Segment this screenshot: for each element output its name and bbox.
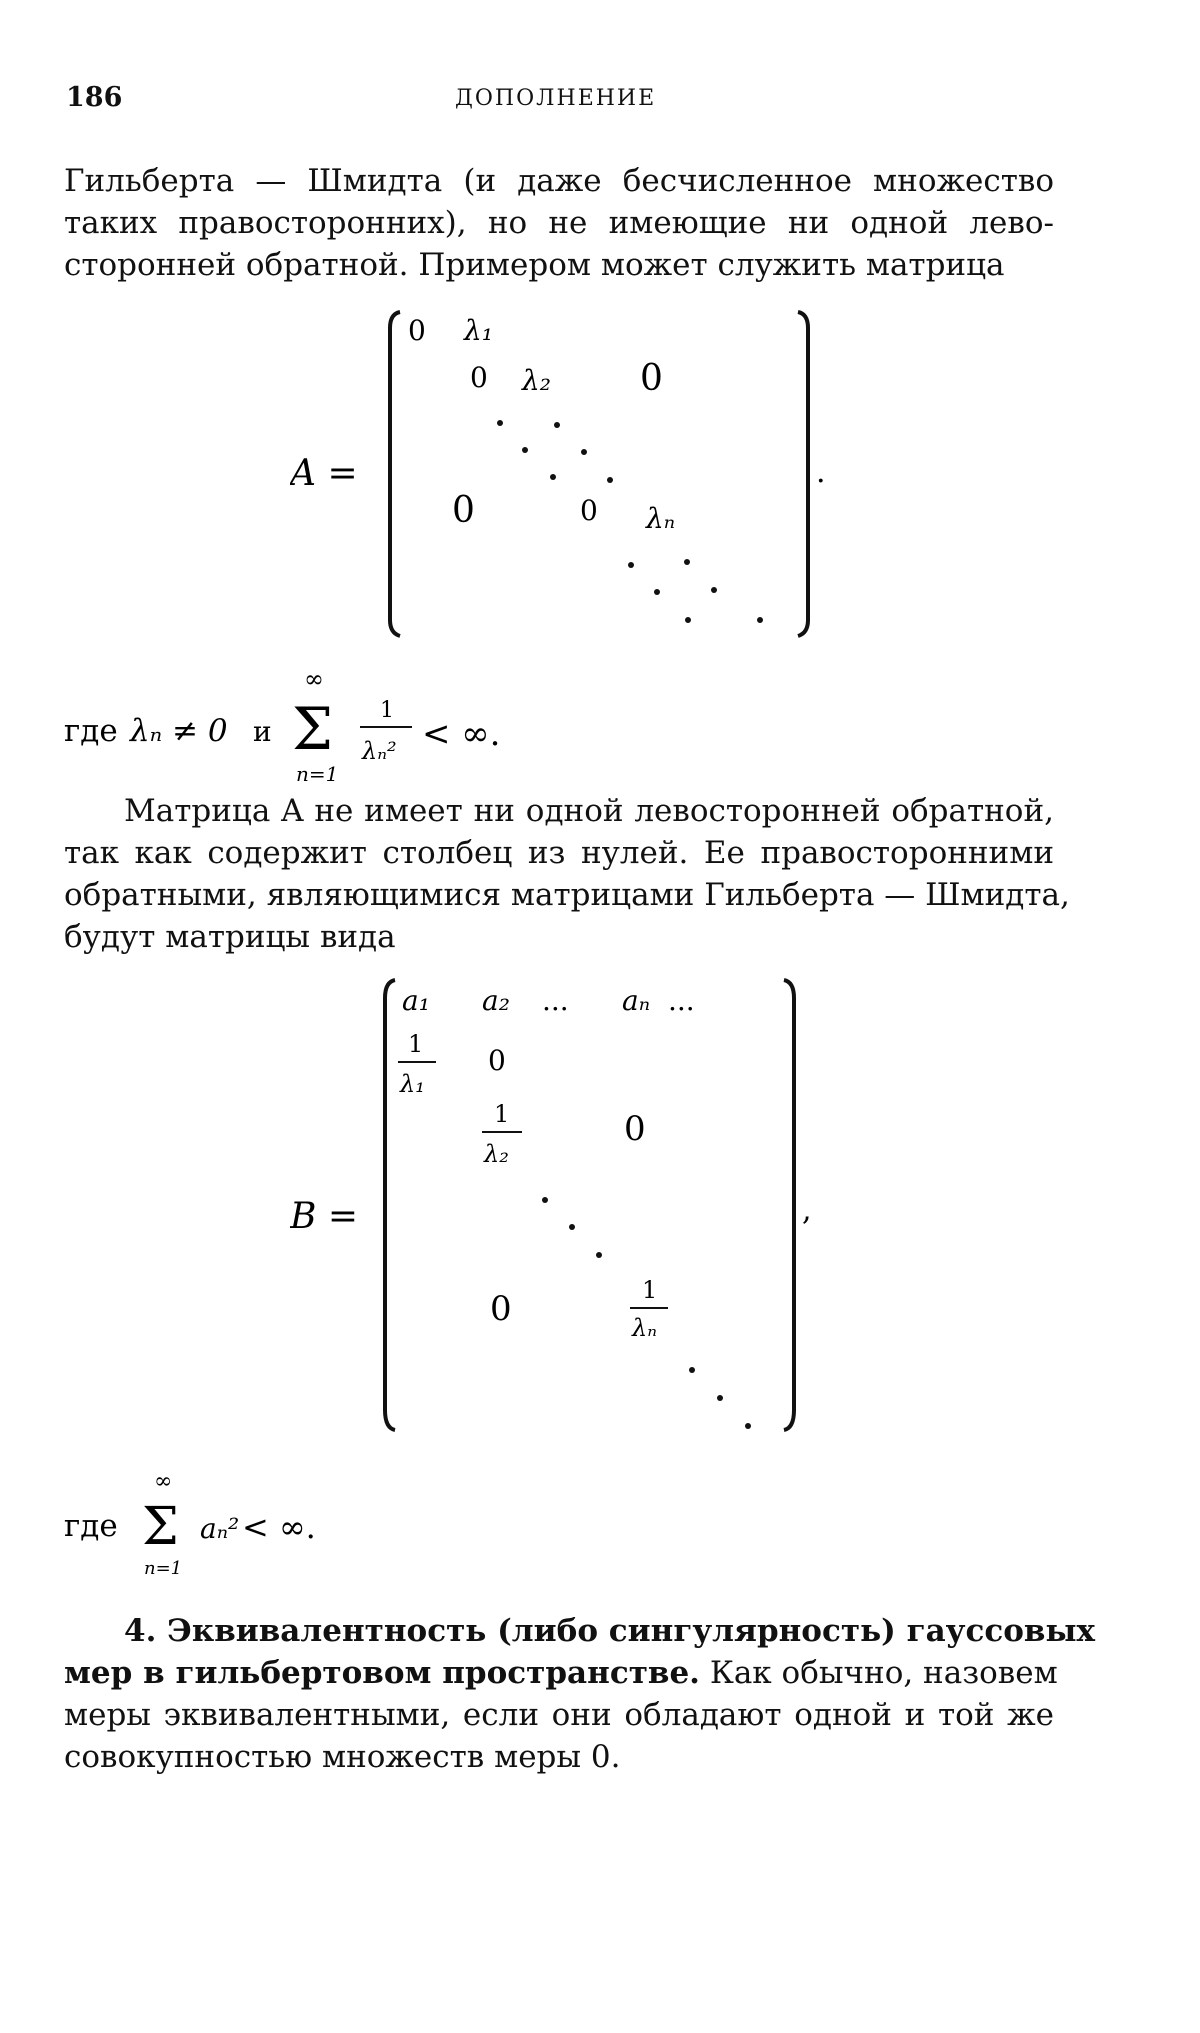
cell-dots: ... [542, 984, 569, 1017]
upper-zero: 0 [624, 1109, 646, 1149]
right-bracket [798, 312, 808, 636]
text-line: сторонней обратной. Примером может служить матрица [64, 247, 1005, 283]
cell-lambda2: λ₂ [522, 364, 551, 397]
paragraph-2 [64, 790, 1070, 958]
matrix-a-label: A = [290, 453, 358, 494]
cell-lambda1: λ₁ [464, 314, 493, 347]
sum-upper-limit: ∞ [154, 1470, 173, 1494]
trailing-comma: , [802, 1193, 812, 1228]
sum-lower-limit: n=1 [144, 1558, 183, 1579]
lower-zero: 0 [452, 490, 475, 531]
cell-an: aₙ [622, 984, 651, 1017]
frac2-den: λ₂ [484, 1140, 509, 1168]
cell-0: 0 [488, 1044, 506, 1077]
summand: aₙ² [200, 1512, 240, 1545]
cell-lambdan: λₙ [646, 502, 676, 535]
condition-2 [60, 1470, 480, 1590]
cell-dots: ... [668, 984, 695, 1017]
text-line: будут матрицы вида [64, 919, 396, 955]
less-than-infinity: < ∞. [422, 714, 501, 754]
fracn-num: 1 [642, 1276, 658, 1304]
text-line: так как содержит столбец из нулей. Ее правосторонними [64, 835, 1054, 871]
text-line: таких правосторонних), но не имеющие ни одной лево- [64, 205, 1054, 241]
page-number: 186 [66, 82, 123, 113]
where-word: где [64, 1508, 118, 1544]
trailing-period: . [816, 455, 826, 490]
text-line [64, 1652, 1058, 1694]
fraction-numerator: 1 [380, 698, 394, 723]
running-title: ДОПОЛНЕНИЕ [455, 86, 657, 111]
text-line: совокупностью множеств меры 0. [64, 1739, 621, 1775]
frac1-den: λ₁ [400, 1070, 425, 1098]
fracn-den: λₙ [632, 1314, 657, 1342]
cell-0: 0 [470, 361, 488, 394]
sum-lower-limit: n=1 [296, 762, 339, 786]
cell-a1: a₁ [402, 984, 430, 1017]
matrix-b-label: B = [290, 1196, 359, 1237]
text-line: обратными, являющимися матрицами Гильберта — Шмидта, [64, 877, 1070, 913]
text-line: Гильберта — Шмидта (и даже бесчисленное множество [64, 163, 1054, 199]
text-run: Как обычно, назовем [709, 1655, 1058, 1691]
left-bracket [390, 312, 400, 636]
paragraph-1 [64, 160, 1054, 286]
left-bracket [385, 980, 395, 1430]
section-heading-cont: мер в гильбертовом пространстве. [64, 1655, 700, 1691]
section-4 [64, 1610, 1096, 1778]
less-than-infinity: < ∞. [242, 1508, 316, 1546]
and-word: и [253, 715, 272, 748]
right-bracket [784, 980, 794, 1430]
diagonal-dots [542, 1197, 751, 1429]
frac2-num: 1 [494, 1100, 510, 1128]
upper-zero: 0 [640, 358, 663, 399]
cell-0: 0 [408, 314, 426, 347]
text-line: меры эквивалентными, если они обладают одной и той же [64, 1697, 1054, 1733]
sum-upper-limit: ∞ [304, 665, 324, 693]
diagonal-dots [497, 420, 763, 623]
matrix-b [290, 970, 850, 1440]
lower-zero: 0 [490, 1289, 512, 1329]
cell-a2: a₂ [482, 984, 510, 1017]
where-word: где [64, 713, 118, 749]
matrix-a [290, 300, 850, 645]
frac1-num: 1 [408, 1030, 424, 1058]
sum-sign: Σ [142, 1497, 179, 1557]
condition-1 [60, 665, 580, 795]
text-line: Матрица A не имеет ни одной левосторонней обратной, [124, 793, 1054, 829]
sum-sign: Σ [292, 695, 334, 763]
lambda-condition: λₙ ≠ 0 [130, 713, 228, 749]
fraction-denominator: λₙ² [362, 737, 397, 765]
cell-0: 0 [580, 494, 598, 527]
section-heading: 4. Эквивалентность (либо сингулярность) гауссовых [124, 1613, 1096, 1649]
